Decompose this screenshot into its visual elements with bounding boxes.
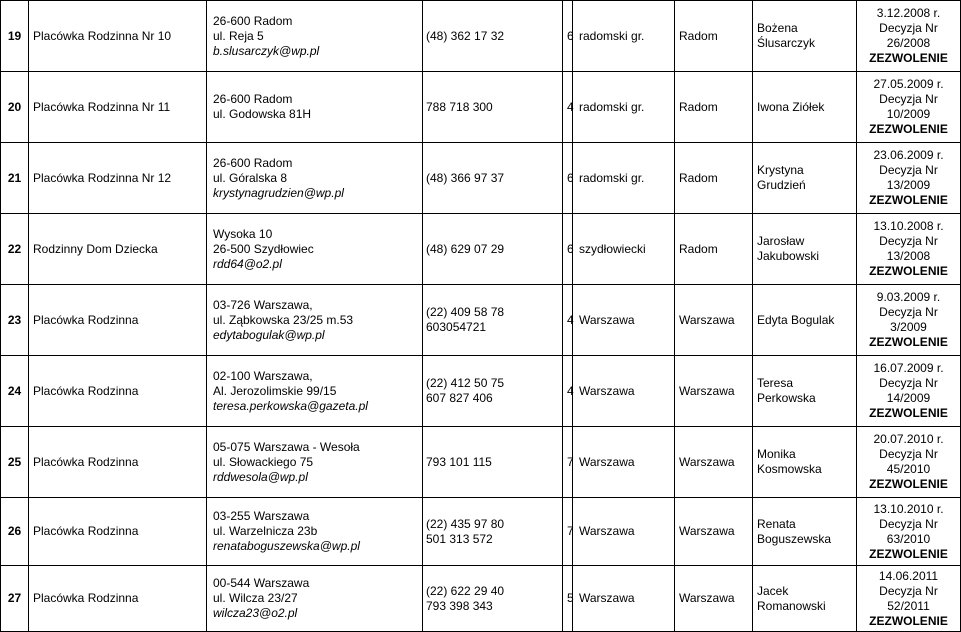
decision-date: 20.07.2010 r. xyxy=(873,432,944,446)
address-line: 00-544 Warszawa xyxy=(213,576,310,590)
table-row xyxy=(1,285,961,356)
row-number-cell xyxy=(1,214,29,285)
email-link[interactable]: krystynagrudzien@wp.pl xyxy=(213,185,344,200)
address-line: 02-100 Warszawa, xyxy=(213,368,313,383)
name-cell xyxy=(29,356,207,427)
powiat-cell xyxy=(573,285,675,356)
decision-number: 10/2009 xyxy=(886,107,931,121)
places-count: 5 xyxy=(567,591,574,605)
address-line: ul. Wilcza 23/27 xyxy=(213,591,298,605)
email-link[interactable]: rddwesola@wp.pl xyxy=(213,469,308,484)
name-cell xyxy=(29,72,207,143)
person-cell xyxy=(753,498,857,566)
phone-number: 793 101 115 xyxy=(426,454,492,469)
phone-cell xyxy=(423,214,563,285)
powiat-name: Warszawa xyxy=(579,524,635,538)
row-number-cell xyxy=(1,143,29,214)
decision-cell xyxy=(857,285,961,356)
address-cell xyxy=(207,566,423,632)
address-line: Wysoka 10 xyxy=(213,226,273,241)
address-line: ul. Słowackiego 75 xyxy=(213,454,314,469)
gmina-name: Warszawa xyxy=(679,524,735,538)
powiat-cell xyxy=(573,72,675,143)
count-cell xyxy=(563,427,573,498)
person-name-line: Romanowski xyxy=(757,598,826,613)
person-name-line: Edyta Bogulak xyxy=(757,312,835,327)
phone-cell xyxy=(423,498,563,566)
address-cell xyxy=(207,427,423,498)
decision-label: Decyzja Nr xyxy=(879,234,938,248)
gmina-cell xyxy=(675,356,753,427)
places-count: 6 xyxy=(567,241,574,256)
person-name-line: Jakubowski xyxy=(757,249,820,263)
decision-date: 9.03.2009 r. xyxy=(876,290,941,304)
row-number-cell xyxy=(1,285,29,356)
name-cell xyxy=(29,1,207,72)
address-line: 05-075 Warszawa - Wesoła xyxy=(213,439,360,454)
address-line: ul. Reja 5 xyxy=(213,28,264,43)
email-link[interactable]: edytabogulak@wp.pl xyxy=(213,327,325,342)
decision-cell xyxy=(857,356,961,427)
count-cell xyxy=(563,214,573,285)
person-name-line: Monika xyxy=(757,447,796,461)
row-number: 26 xyxy=(7,524,22,538)
permit-label: ZEZWOLENIE xyxy=(869,264,948,278)
person-cell xyxy=(753,356,857,427)
places-count: 7 xyxy=(567,524,574,538)
powiat-name: radomski gr. xyxy=(579,28,645,43)
decision-cell xyxy=(857,143,961,214)
address-cell xyxy=(207,498,423,566)
powiat-name: radomski gr. xyxy=(579,170,645,185)
email-link[interactable]: teresa.perkowska@gazeta.pl xyxy=(213,398,368,413)
decision-number: 13/2008 xyxy=(886,249,931,263)
table-row xyxy=(1,356,961,427)
gmina-name: Warszawa xyxy=(679,591,735,605)
decision-date: 14.06.2011 xyxy=(878,568,939,583)
phone-number: 607 827 406 xyxy=(426,391,493,405)
decision-label: Decyzja Nr xyxy=(879,92,938,106)
address-line: 03-726 Warszawa, xyxy=(213,297,313,312)
phone-cell xyxy=(423,1,563,72)
email-link[interactable]: rdd64@o2.pl xyxy=(213,256,282,271)
phone-number: (22) 409 58 78 xyxy=(426,305,505,319)
institution-name: Placówka Rodzinna xyxy=(33,383,139,398)
gmina-name: Warszawa xyxy=(679,454,735,469)
powiat-cell xyxy=(573,143,675,214)
phone-number: 793 398 343 xyxy=(426,598,493,613)
count-cell xyxy=(563,498,573,566)
person-name-line: Jacek xyxy=(757,583,789,598)
name-cell xyxy=(29,143,207,214)
phone-cell xyxy=(423,356,563,427)
institution-name: Placówka Rodzinna xyxy=(33,524,139,538)
phone-number: 603054721 xyxy=(426,320,487,334)
count-cell xyxy=(563,356,573,427)
row-number: 23 xyxy=(7,312,22,327)
phone-number: 788 718 300 xyxy=(426,99,493,114)
powiat-cell xyxy=(573,214,675,285)
row-number: 22 xyxy=(7,241,22,256)
table-row xyxy=(1,143,961,214)
institution-name: Placówka Rodzinna Nr 12 xyxy=(33,170,172,185)
address-line: 26-600 Radom xyxy=(213,13,293,28)
permit-label: ZEZWOLENIE xyxy=(869,51,948,65)
address-line: 26-600 Radom xyxy=(213,92,293,106)
row-number: 25 xyxy=(7,454,22,469)
permit-label: ZEZWOLENIE xyxy=(869,477,948,491)
powiat-name: Warszawa xyxy=(579,383,635,398)
decision-cell xyxy=(857,214,961,285)
address-cell xyxy=(207,356,423,427)
person-cell xyxy=(753,72,857,143)
phone-number: (22) 622 29 40 xyxy=(426,583,505,598)
phone-number: (22) 435 97 80 xyxy=(426,516,505,531)
person-name-line: Renata xyxy=(757,516,796,531)
places-count: 6 xyxy=(567,170,574,185)
row-number-cell xyxy=(1,72,29,143)
decision-number: 45/2010 xyxy=(886,462,931,476)
permit-label: ZEZWOLENIE xyxy=(869,122,948,136)
decision-number: 52/2011 xyxy=(887,598,930,613)
person-name-line: Ślusarczyk xyxy=(757,36,816,50)
address-cell xyxy=(207,285,423,356)
institution-name: Placówka Rodzinna xyxy=(33,591,139,605)
decision-number: 63/2010 xyxy=(886,531,931,546)
decision-label: Decyzja Nr xyxy=(879,376,938,390)
row-number-cell xyxy=(1,566,29,632)
decision-date: 13.10.2008 r. xyxy=(873,219,944,233)
row-number: 19 xyxy=(7,28,22,43)
name-cell xyxy=(29,566,207,632)
person-name-line: Iwona Ziółek xyxy=(757,99,825,114)
powiat-cell xyxy=(573,356,675,427)
institution-name: Placówka Rodzinna Nr 11 xyxy=(33,99,171,114)
decision-cell xyxy=(857,72,961,143)
phone-number: 501 313 572 xyxy=(426,531,493,546)
gmina-cell xyxy=(675,498,753,566)
permit-label: ZEZWOLENIE xyxy=(869,613,948,628)
row-number: 20 xyxy=(7,99,22,114)
decision-cell xyxy=(857,566,961,632)
powiat-cell xyxy=(573,498,675,566)
address-line: 26-500 Szydłowiec xyxy=(213,241,314,256)
address-cell xyxy=(207,1,423,72)
person-name-line: Grudzień xyxy=(757,178,806,192)
person-name-line: Kosmowska xyxy=(757,462,822,476)
gmina-name: Radom xyxy=(679,28,718,43)
gmina-cell xyxy=(675,427,753,498)
decision-number: 26/2008 xyxy=(886,36,931,50)
address-cell xyxy=(207,214,423,285)
email-link[interactable]: b.slusarczyk@wp.pl xyxy=(213,43,320,58)
permit-label: ZEZWOLENIE xyxy=(869,546,948,561)
gmina-cell xyxy=(675,1,753,72)
person-cell xyxy=(753,427,857,498)
gmina-cell xyxy=(675,566,753,632)
count-cell xyxy=(563,1,573,72)
row-number: 27 xyxy=(7,591,22,605)
person-name-line: Jarosław xyxy=(757,234,805,248)
gmina-cell xyxy=(675,143,753,214)
permit-label: ZEZWOLENIE xyxy=(869,193,948,207)
gmina-name: Radom xyxy=(679,241,718,256)
decision-date: 16.07.2009 r. xyxy=(873,361,944,375)
name-cell xyxy=(29,498,207,566)
person-cell xyxy=(753,214,857,285)
address-cell xyxy=(207,72,423,143)
permit-label: ZEZWOLENIE xyxy=(869,406,948,420)
email-link[interactable]: wilcza23@o2.pl xyxy=(213,606,298,620)
gmina-name: Radom xyxy=(679,170,718,185)
person-cell xyxy=(753,285,857,356)
permit-label: ZEZWOLENIE xyxy=(869,335,948,349)
gmina-name: Radom xyxy=(679,99,718,114)
phone-cell xyxy=(423,143,563,214)
count-cell xyxy=(563,285,573,356)
powiat-name: Warszawa xyxy=(579,312,635,327)
decision-label: Decyzja Nr xyxy=(879,583,938,598)
count-cell xyxy=(563,72,573,143)
powiat-name: Warszawa xyxy=(579,454,635,469)
phone-number: (22) 412 50 75 xyxy=(426,376,505,390)
places-count: 7 xyxy=(567,454,574,469)
table-row xyxy=(1,427,961,498)
address-line: Al. Jerozolimskie 99/15 xyxy=(213,383,337,398)
person-cell xyxy=(753,566,857,632)
decision-label: Decyzja Nr xyxy=(879,305,938,319)
table-row xyxy=(1,566,961,632)
decision-number: 3/2009 xyxy=(890,320,927,334)
decision-number: 14/2009 xyxy=(886,391,931,405)
table-row xyxy=(1,72,961,143)
address-line: ul. Godowska 81H xyxy=(213,107,312,121)
powiat-cell xyxy=(573,1,675,72)
institution-name: Placówka Rodzinna Nr 10 xyxy=(33,28,172,43)
address-cell xyxy=(207,143,423,214)
places-count: 6 xyxy=(567,28,574,43)
gmina-name: Warszawa xyxy=(679,383,735,398)
places-count: 4 xyxy=(567,312,574,327)
name-cell xyxy=(29,214,207,285)
address-line: ul. Ząbkowska 23/25 m.53 xyxy=(213,312,354,327)
powiat-name: radomski gr. xyxy=(579,99,645,114)
person-cell xyxy=(753,1,857,72)
table-body xyxy=(1,1,961,632)
person-name-line: Bożena xyxy=(757,21,798,35)
decision-label: Decyzja Nr xyxy=(879,163,938,177)
decision-number: 13/2009 xyxy=(886,178,931,192)
places-count: 4 xyxy=(567,99,574,114)
email-link[interactable]: renataboguszewska@wp.pl xyxy=(213,539,360,553)
powiat-name: szydłowiecki xyxy=(579,241,646,256)
phone-number: (48) 362 17 32 xyxy=(426,28,505,43)
powiat-cell xyxy=(573,566,675,632)
decision-date: 13.10.2010 r. xyxy=(873,501,944,516)
phone-cell xyxy=(423,566,563,632)
phone-cell xyxy=(423,72,563,143)
person-name-line: Teresa xyxy=(757,376,794,390)
decision-label: Decyzja Nr xyxy=(879,516,938,531)
row-number-cell xyxy=(1,1,29,72)
table-row xyxy=(1,214,961,285)
places-count: 4 xyxy=(567,383,574,398)
row-number-cell xyxy=(1,427,29,498)
phone-number: (48) 629 07 29 xyxy=(426,241,505,256)
address-line: 26-600 Radom xyxy=(213,155,293,170)
person-name-line: Perkowska xyxy=(757,391,816,405)
gmina-name: Warszawa xyxy=(679,312,735,327)
powiat-name: Warszawa xyxy=(579,591,635,605)
decision-date: 3.12.2008 r. xyxy=(876,6,941,20)
person-name-line: Krystyna xyxy=(757,163,804,177)
gmina-cell xyxy=(675,285,753,356)
gmina-cell xyxy=(675,214,753,285)
row-number: 21 xyxy=(7,170,22,185)
table-row xyxy=(1,1,961,72)
decision-cell xyxy=(857,427,961,498)
row-number-cell xyxy=(1,356,29,427)
name-cell xyxy=(29,285,207,356)
decision-date: 23.06.2009 r. xyxy=(873,148,944,162)
gmina-cell xyxy=(675,72,753,143)
person-name-line: Boguszewska xyxy=(757,531,832,546)
address-line: ul. Warzelnicza 23b xyxy=(213,524,318,538)
address-line: ul. Góralska 8 xyxy=(213,170,288,185)
institution-name: Placówka Rodzinna xyxy=(33,312,139,327)
institution-name: Placówka Rodzinna xyxy=(33,454,139,469)
decision-label: Decyzja Nr xyxy=(879,21,938,35)
decision-cell xyxy=(857,1,961,72)
phone-cell xyxy=(423,427,563,498)
phone-cell xyxy=(423,285,563,356)
decision-date: 27.05.2009 r. xyxy=(873,77,944,91)
count-cell xyxy=(563,566,573,632)
name-cell xyxy=(29,427,207,498)
table-row xyxy=(1,498,961,566)
phone-number: (48) 366 97 37 xyxy=(426,170,505,185)
powiat-cell xyxy=(573,427,675,498)
decision-cell xyxy=(857,498,961,566)
address-line: 03-255 Warszawa xyxy=(213,509,310,523)
institution-name: Rodzinny Dom Dziecka xyxy=(33,241,158,256)
count-cell xyxy=(563,143,573,214)
row-number: 24 xyxy=(7,383,22,398)
row-number-cell xyxy=(1,498,29,566)
decision-label: Decyzja Nr xyxy=(879,447,938,461)
person-cell xyxy=(753,143,857,214)
